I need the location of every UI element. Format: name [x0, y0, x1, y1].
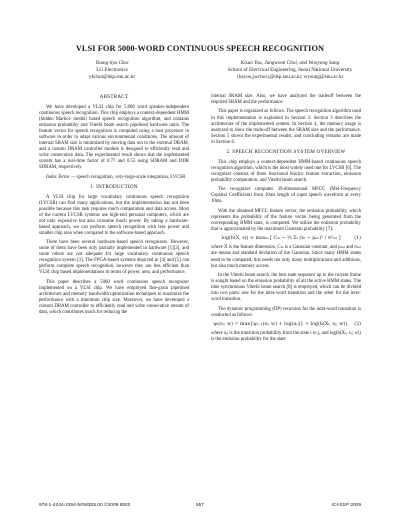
- body-paragraph: The recognizer computes 39-dimensional MFCC (Mel-Frequency Cepstral Coefficient) from 10ms length of input speech waveform at every 10ms.: [211, 187, 361, 205]
- body-paragraph: A VLSI chip for large vocabulary continuous speech recognition (LVCSR) can find many applications, but the implementation has not been possible because this task requires much computation and data access. Most of the current LVCSR systems use high-end personal computers, which are not only expensive but also consume much power. By taking a hardware-based approach, we can perform speech recognition with less power and smaller chip area when compared to the software-based approach.: [39, 194, 189, 236]
- footer-copyright: 978-1-4244-2354-5/09/$25.00 ©2009 IEEE: [39, 503, 131, 508]
- equation-number: (1): [354, 236, 361, 242]
- body-paragraph: This chip employs a context-dependent HMM-based continuous speech recognition algorithm, which is the most widely used one for LVCSR [6]. The recognizer consists of three functional blocks: feature extraction, emission probability computation, and Viterbi beam search.: [211, 159, 361, 183]
- body-paragraph: This paper describes a 5000 word continuous speech recognizer implemented on a VLSI chip. We have employed fine-grain pipelined architecture and memory bandwidth optimization techniques to maximize the performance with a minimum chip size. Moreover, we have developed a custom DRAM controller to efficiently read and write consecutive stream of data, which contributes much for reducing the: [39, 279, 189, 316]
- author-names: Kisun You, Jungwook Choi, and Wonyong Sung: [240, 60, 340, 66]
- equation-number: (2): [354, 322, 361, 328]
- right-column: [211, 94, 361, 347]
- index-terms-label: Index Terms: [46, 174, 70, 180]
- author-affiliation: LG Electronics: [96, 66, 128, 73]
- body-paragraph: where X is the feature dimension, Cₘ is a Gaussian constant, and μₘₗ and σₘₗ are means and standard deviation of the Gaussian. Since many HMM states need to be compared, this needs not only many multiplications and additions, but also much memory access.: [211, 245, 361, 269]
- equation-body: ψₜ(sⱼ; w) = max{ψₜ₋₁(sᵢ; w) + log(aᵢⱼ)} + log(b(Xₜ, sⱼ; w)),: [213, 322, 349, 328]
- equation: [211, 322, 361, 328]
- author-block-2: [212, 60, 368, 80]
- section-heading: ABSTRACT: [99, 94, 129, 100]
- body-paragraph: The dynamic programming (DP) recursion for the intra-word transition is conducted as follows:: [211, 306, 361, 318]
- body-paragraph: internal SRAM size. Also, we have analyzed the tradeoff between the required SRAM and the performance.: [211, 94, 361, 106]
- equation-body: log(b(X, s)) ≈ maxₘ [ Cₘ − ½ Σₗ (xₗ − μₘₗ)² / σ²ₘₗ ]: [221, 236, 341, 242]
- body-paragraph: In the Viterbi beam search, the best state sequence up to the current frame is sought based on the emission probability of all the active HMM states. The time synchronous Viterbi beam search [8] is employed, which can be divided into two parts: one for the intra-word transition and the other for the inter-word transition.: [211, 273, 361, 303]
- equation: [211, 236, 361, 242]
- index-terms-text: — speech recognition, very-large-scale integration, LVCSR: [69, 174, 186, 180]
- author-email: {ksyou,jwchoi}@dsp.snu.ac.kr, wysung@snu.ac.kr: [236, 73, 344, 80]
- section-heading: 2. SPEECH RECOGNITION SYSTEM OVERVIEW: [226, 149, 346, 156]
- body-paragraph: There have been several hardware-based speech recognizers. However, some of them have been only partially implemented in hardware [1][2], and some others are not adequate for large vocabulary continuous speech recognition system [3]. The FPGA-based systems depicted in [4] and [5] can perform complete speech recognition, however they are less efficient than VLSI chip based implementations in terms of power, area, and performance.: [39, 240, 189, 276]
- section-heading: 1. INTRODUCTION: [90, 183, 138, 190]
- index-terms: [39, 175, 189, 181]
- body-paragraph: With the obtained MFCC feature vector, the emission probability, which represents the probability of the feature vector being generated from the corresponding HMM state, is computed. We utilize the emission probability that is approximated by the maximum Gaussian probability [7]:: [211, 208, 361, 232]
- author-affiliation: School of Electrical Engineering, Seoul National University: [227, 66, 353, 73]
- author-email: ykchoi@dsp.snu.ac.kr: [88, 73, 136, 80]
- body-paragraph: where aᵢⱼ is the transition probability from the state i to j, and log(b(Xₜ, sⱼ; w)) is the emission probability for the state: [211, 331, 361, 343]
- body-paragraph: This paper is organized as follows. The speech recognition algorithm used in this implementation is explained in Section 2. Section 3 describes the architecture of the implemented system. In Section 4, the memory usage is analyzed to show the trade-off between the SRAM size and the performance. Section 5 shows the experimental results, and concluding remarks are made in Section 6.: [211, 109, 361, 145]
- body-paragraph: We have developed a VLSI chip for 5,000 word speaker-independent continuous speech recognition. This chip employs a context-dependent HMM (hidden Markov model) based speech recognition algorithm, and contains emission probability and Viterbi beam search pipelined hardware units. The feature vector for speech recognition is computed using a host processor in software in order to adapt various environmental conditions. The amount of internal SRAM size is minimized by moving data out to the external DRAM, and a custom DRAM controller module is designed to efficiently read and write consecutive data. The experimental result shows that the implemented system has a real-time factor of 0.77 and 0.55 using SDRAM and DDR SDRAM, respectively.: [39, 104, 189, 171]
- footer-page-number: 557: [195, 503, 204, 508]
- paper-title: VLSI FOR 5000-WORD CONTINUOUS SPEECH RECOGNITION: [75, 44, 325, 53]
- author-names: Young-kyu Choi: [95, 60, 129, 66]
- footer-venue: ICASSP 2009: [331, 503, 361, 508]
- left-column: [39, 94, 189, 320]
- author-block-1: [34, 60, 190, 80]
